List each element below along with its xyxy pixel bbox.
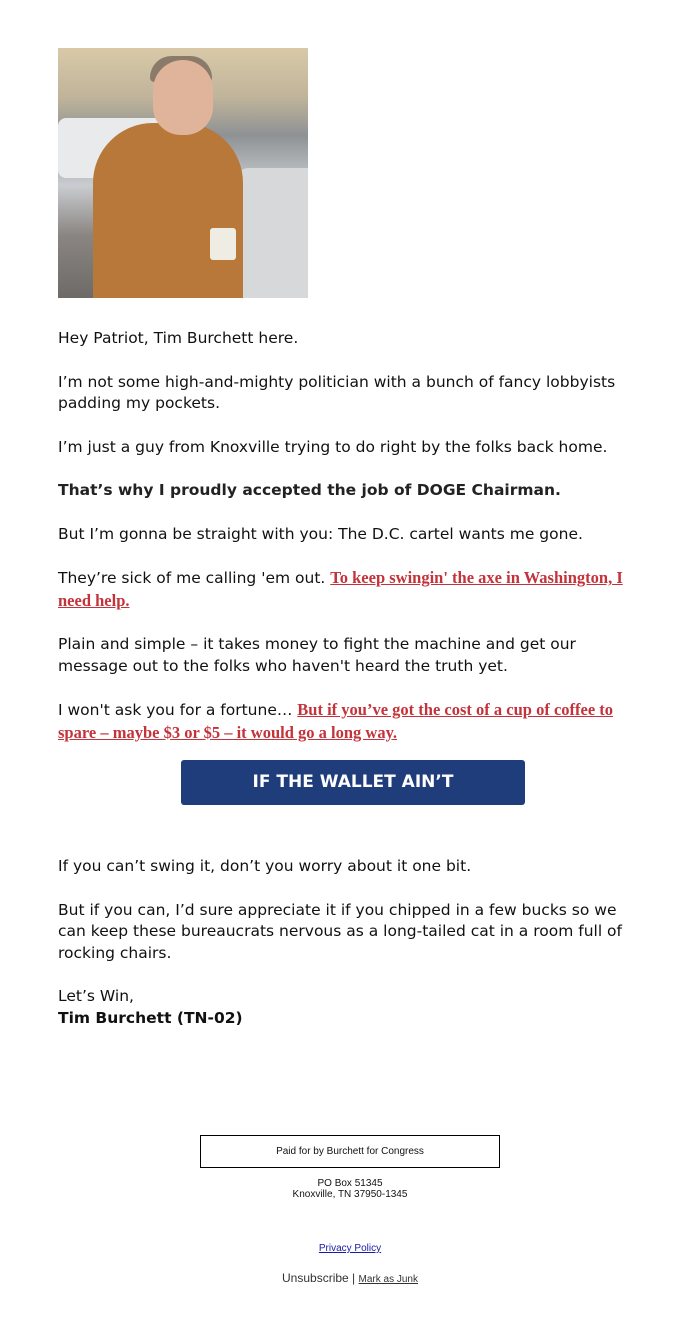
- photo-person-head: [153, 60, 213, 135]
- signoff: Let’s Win,: [58, 987, 134, 1005]
- unsubscribe-link[interactable]: Unsubscribe: [282, 1271, 349, 1285]
- unsubscribe-row: [0, 1271, 700, 1285]
- signature: Tim Burchett (TN-02): [58, 1008, 243, 1027]
- footer: [0, 1135, 700, 1285]
- paragraph-text: I won't ask you for a fortune…: [58, 701, 298, 719]
- photo-mug: [210, 228, 236, 260]
- paragraph: I’m just a guy from Knoxville trying to do right by the folks back home.: [58, 437, 608, 456]
- email-body: [58, 48, 648, 1029]
- photo-car: [238, 168, 308, 298]
- paragraph: Plain and simple – it takes money to fight the machine and get our message out to the folks who haven't heard the truth yet.: [58, 635, 576, 675]
- paragraph: But if you can, I’d sure appreciate it if you chipped in a few bucks so we can keep these bureaucrats nervous as a long-tailed cat in a room full of rocking chairs.: [58, 900, 623, 962]
- address: [0, 1178, 700, 1200]
- paragraph: [58, 567, 648, 612]
- donate-link[interactable]: But if you’ve got the cost of a cup of coffee to spare – maybe $3 or $5 – it would go a long way.: [58, 700, 614, 742]
- paid-for-disclaimer: Paid for by Burchett for Congress: [200, 1135, 500, 1168]
- cta-row: [58, 760, 648, 836]
- address-line: PO Box 51345: [317, 1178, 383, 1189]
- donate-button[interactable]: IF THE WALLET AIN’T HOLLERIN’: [181, 760, 525, 805]
- mark-as-junk-link[interactable]: Mark as Junk: [358, 1274, 418, 1285]
- address-line: Knoxville, TN 37950-1345: [292, 1189, 408, 1200]
- paragraph: [58, 699, 648, 744]
- photo-person-jacket: [93, 123, 243, 298]
- privacy-policy-link[interactable]: Privacy Policy: [318, 1243, 382, 1254]
- donate-link[interactable]: To keep swingin' the axe in Washington, I need help.: [58, 568, 623, 610]
- paragraph: If you can’t swing it, don’t you worry about it one bit.: [58, 857, 472, 875]
- paragraph: I’m not some high-and-mighty politician with a bunch of fancy lobbyists padding my pockets.: [58, 372, 616, 412]
- paragraph: But I’m gonna be straight with you: The D.C. cartel wants me gone.: [58, 524, 583, 543]
- greeting: Hey Patriot, Tim Burchett here.: [58, 329, 299, 347]
- paragraph-bold: That’s why I proudly accepted the job of DOGE Chairman.: [58, 481, 561, 499]
- paragraph-text: They’re sick of me calling 'em out.: [58, 569, 331, 587]
- hero-photo: [58, 48, 308, 298]
- separator: |: [348, 1271, 359, 1285]
